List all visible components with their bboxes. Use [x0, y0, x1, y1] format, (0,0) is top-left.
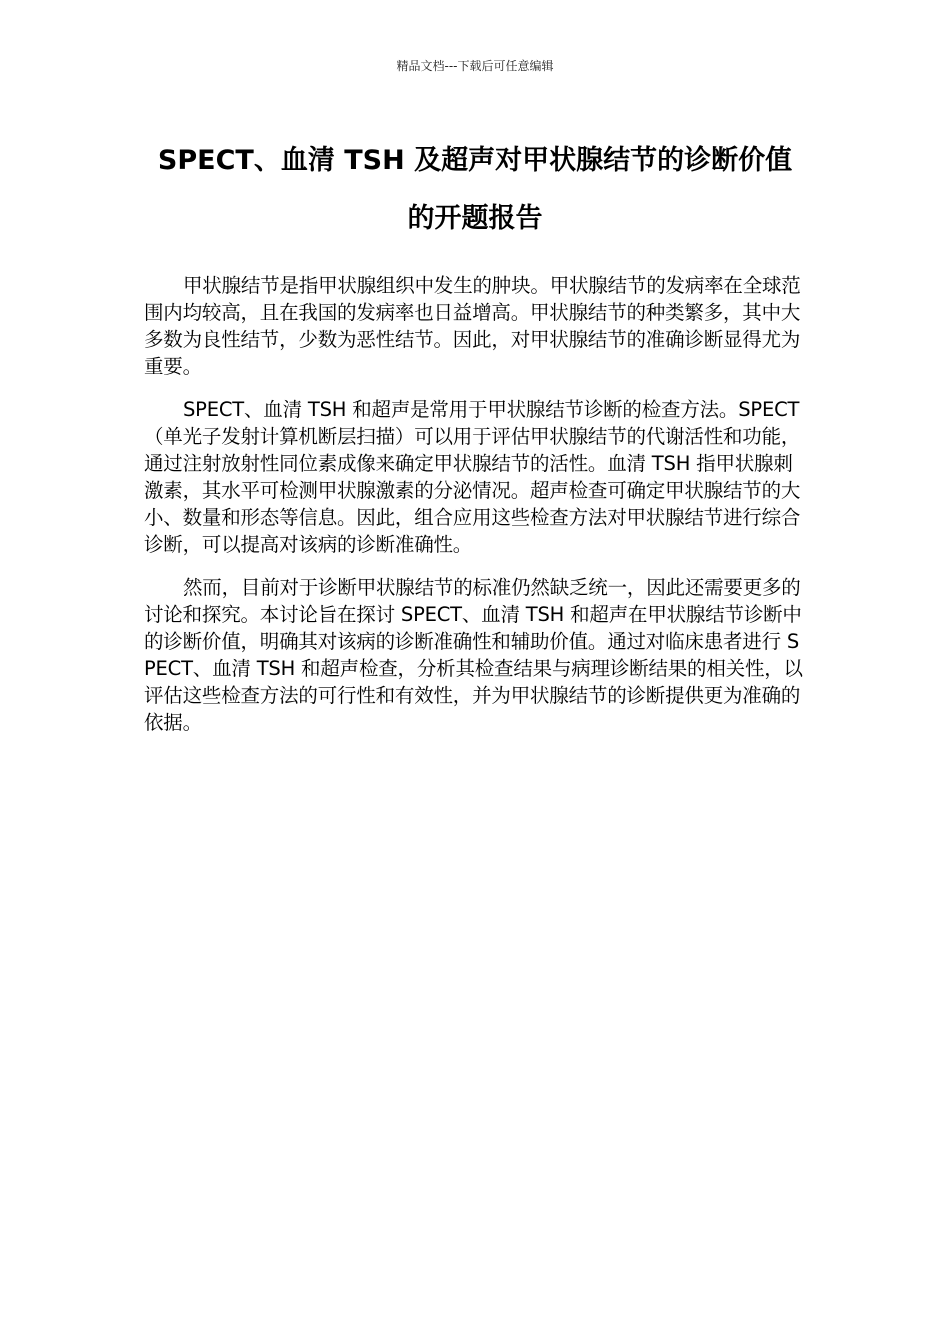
- header-note: 精品文档---下载后可任意编辑: [396, 59, 554, 73]
- document-body: [144, 272, 808, 752]
- paragraph-1: 甲状腺结节是指甲状腺组织中发生的肿块。甲状腺结节的发病率在全球范围内均较高，且在我国的发病率也日益增高。甲状腺结节的种类繁多，其中大多数为良性结节，少数为恶性结节。因此，对甲状腺结节的准确诊断显得尤为重要。: [144, 274, 801, 378]
- paragraph-3: 然而，目前对于诊断甲状腺结节的标准仍然缺乏统一，因此还需要更多的讨论和探究。本讨论旨在探讨 SPECT、血清 TSH 和超声在甲状腺结节诊断中的诊断价值，明确其对该病的诊断准确性和辅助价值。通过对临床患者进行 SPECT、血清 TSH 和超声检查，分析其检查结果与病理诊断结果的相关性，以评估这些检查方法的可行性和有效性，并为甲状腺结节的诊断提供更为准确的依据。: [144, 576, 803, 734]
- document-title: [120, 132, 830, 248]
- title-line-2: 的开题报告: [407, 203, 543, 234]
- title-line-1: SPECT、血清 TSH 及超声对甲状腺结节的诊断价值: [157, 145, 793, 176]
- paragraph-2: SPECT、血清 TSH 和超声是常用于甲状腺结节诊断的检查方法。SPECT（单光子发射计算机断层扫描）可以用于评估甲状腺结节的代谢活性和功能，通过注射放射性同位素成像来确定甲状腺结节的活性。血清 TSH 指甲状腺刺激素，其水平可检测甲状腺激素的分泌情况。超声检查可确定甲状腺结节的大小、数量和形态等信息。因此，组合应用这些检查方法对甲状腺结节进行综合诊断，可以提高对该病的诊断准确性。: [144, 398, 801, 556]
